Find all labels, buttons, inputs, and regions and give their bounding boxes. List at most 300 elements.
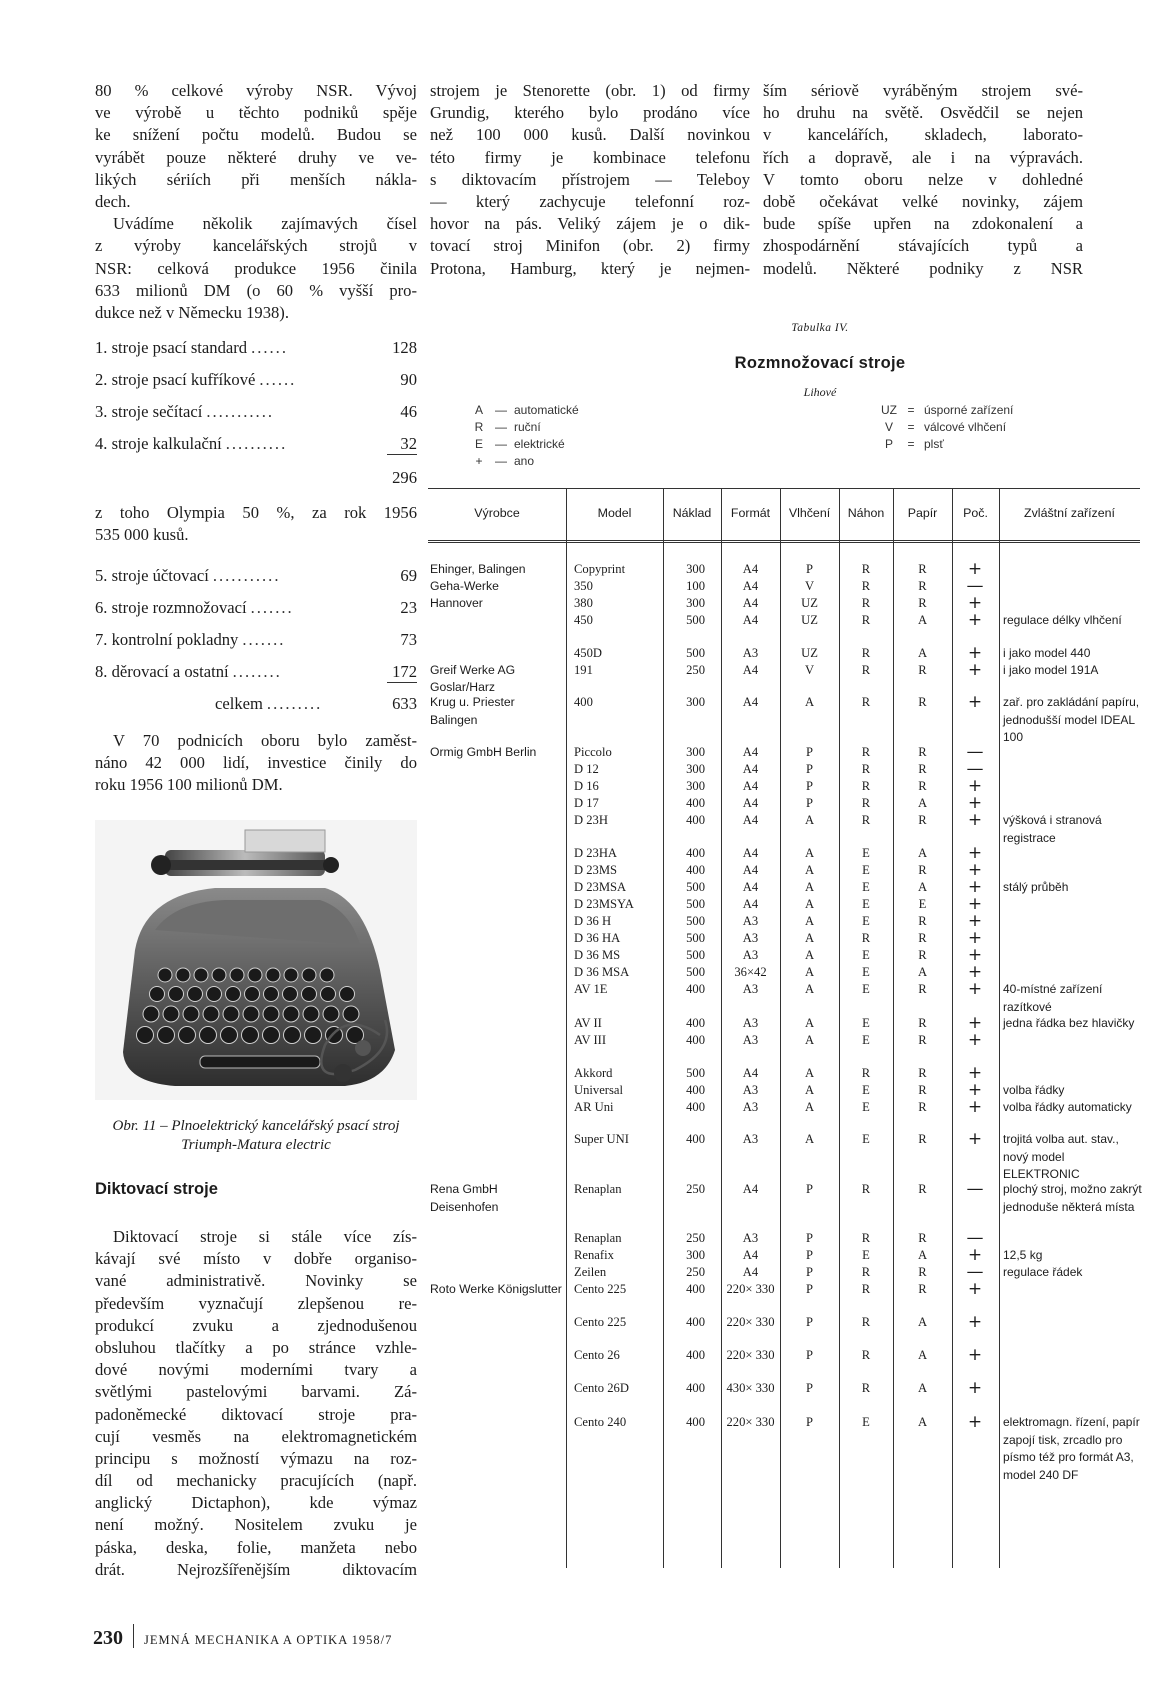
journal-name: JEMNÁ MECHANIKA A OPTIKA 1958/7 — [144, 1633, 393, 1647]
table-cell-model: Cento 240 — [574, 1415, 627, 1429]
table-cell-maker: Rena GmbH Deisenhofen — [430, 1182, 499, 1214]
table-cell-format: A4 — [742, 762, 759, 776]
table-cell-vlhceni: A — [804, 897, 815, 911]
text-line: vané administrativě. Novinky se — [95, 1271, 417, 1291]
legend-entry: A — automatické — [474, 403, 579, 417]
table-cell-nahon: R — [861, 1182, 871, 1196]
legend-entry: + — ano — [475, 454, 535, 468]
table-cell-zvlastni: stálý průběh — [1003, 880, 1069, 894]
legend-entry: V = válcové vlhčení — [884, 420, 1007, 434]
figure-caption: Obr. 11 – Plnoelektrický kancelářský psací stroj Triumph-Matura electric — [112, 1118, 400, 1153]
table-cell-naklad: 500 — [686, 897, 705, 911]
stats-row: 6. stroje rozmnožovací ....... 23 — [95, 598, 417, 617]
table-cell-naklad: 500 — [686, 914, 705, 928]
table-cell-vlhceni: A — [804, 948, 815, 962]
table-cell-vlhceni: A — [804, 1033, 815, 1047]
table-cell-vlhceni: P — [805, 745, 813, 759]
table-cell-zvlastni: plochý stroj, možno zakrýt jednoduše některá místa — [1003, 1182, 1142, 1214]
table-cell-format: 430× 330 — [726, 1381, 775, 1395]
table-cell-pocitadlo: + — [967, 593, 983, 613]
paragraph-intro — [95, 80, 417, 213]
table-cell-nahon: R — [861, 695, 871, 709]
table-cell-model: Zeilen — [574, 1265, 607, 1279]
table-cell-naklad: 250 — [686, 1265, 705, 1279]
table-cell-format: A3 — [742, 931, 759, 945]
table-cell-format: A3 — [742, 948, 759, 962]
table-cell-maker: Geha-Werke — [430, 579, 499, 593]
text-line: Protona, Hamburg, který je nejmen- — [430, 258, 750, 278]
table-cell-vlhceni: V — [804, 579, 815, 593]
text-line: padoněmecké diktovací stroje pra- — [95, 1404, 417, 1424]
table-cell-vlhceni: P — [805, 1348, 813, 1362]
text-line: zhospodárnění stávajících typů a — [763, 236, 1083, 256]
olympia-paragraph — [95, 502, 417, 546]
table-title: Rozmnožovací stroje — [734, 354, 906, 372]
table-cell-nahon: E — [862, 914, 870, 928]
table-cell-model: D 23MSA — [574, 880, 627, 894]
table-cell-naklad: 300 — [686, 1248, 705, 1262]
table-cell-format: A4 — [742, 846, 759, 860]
table-cell-vlhceni: A — [804, 982, 815, 996]
table-cell-model: D 36 H — [574, 914, 612, 928]
table-cell-pocitadlo: + — [967, 776, 983, 796]
text-line: tovací stroj Minifon (obr. 2) firmy — [430, 236, 750, 256]
table-cell-nahon: R — [861, 1348, 871, 1362]
table-cell-vlhceni: A — [804, 863, 815, 877]
paragraph-figures — [95, 213, 417, 324]
table-cell-vlhceni: P — [805, 1415, 813, 1429]
table-cell-format: 220× 330 — [726, 1315, 775, 1329]
table-cell-maker: Greif Werke AG — [430, 663, 516, 677]
table-cell-model: D 36 HA — [574, 931, 621, 945]
table-cell-pocitadlo: + — [967, 1013, 983, 1033]
table-cell-model: Renafix — [574, 1248, 614, 1262]
stats-row: 8. děrovací a ostatní ........ 172 — [95, 662, 417, 681]
table-cell-papir: R — [918, 745, 927, 759]
duplicators-table — [428, 488, 1140, 1568]
table-cell-model: 191 — [574, 663, 593, 677]
column-3 — [763, 80, 1083, 280]
table-cell-format: A3 — [742, 646, 759, 660]
text-line: není možný. Nositelem zvuku je — [95, 1515, 417, 1535]
table-cell-nahon: E — [862, 948, 870, 962]
table-rule — [428, 542, 1140, 543]
table-header-cell: Zvláštní zařízení — [1024, 506, 1115, 520]
table-cell-nahon: E — [862, 897, 870, 911]
table-cell-papir: R — [918, 562, 927, 576]
table-cell-format: A3 — [742, 982, 759, 996]
legend-entry: P = plsť — [884, 437, 944, 451]
text-line: z výroby kancelářských strojů v — [95, 236, 417, 256]
table-cell-model: D 23MS — [574, 863, 618, 877]
table-cell-naklad: 500 — [686, 948, 705, 962]
table-cell-papir: R — [918, 1016, 927, 1030]
text-line: díl od mechanicky pracujících (např. — [95, 1471, 417, 1491]
table-cell-nahon: R — [861, 1282, 871, 1296]
table-cell-pocitadlo: + — [967, 1345, 983, 1365]
table-cell-pocitadlo: — — [966, 742, 984, 762]
table-cell-nahon: R — [861, 613, 871, 627]
text-line: Grundig, kterého bylo prodáno více — [430, 103, 750, 123]
table-cell-papir: A — [917, 880, 928, 894]
table-cell-naklad: 400 — [686, 1381, 705, 1395]
text-line: NSR: celková produkce 1956 činila — [95, 258, 417, 278]
table-cell-papir: A — [917, 1315, 928, 1329]
table-cell-nahon: E — [862, 846, 870, 860]
table-cell-naklad: 500 — [686, 931, 705, 945]
table-cell-vlhceni: P — [805, 1282, 813, 1296]
stats-list-b — [95, 566, 417, 726]
table-cell-format: A4 — [742, 1265, 759, 1279]
table-cell-papir: A — [917, 1348, 928, 1362]
table-cell-papir: R — [918, 931, 927, 945]
table-cell-naklad: 250 — [686, 663, 705, 677]
table-cell-vlhceni: A — [804, 1100, 815, 1114]
table-header-cell: Výrobce — [474, 506, 520, 520]
table-cell-zvlastni: trojitá volba aut. stav., nový model ELEKTRONIC — [1003, 1132, 1119, 1181]
table-cell-naklad: 300 — [686, 762, 705, 776]
text-line: hovor na pás. Veliký zájem je o dik- — [430, 214, 750, 234]
table-cell-zvlastni: volba řádky automaticky — [1003, 1100, 1132, 1114]
table-cell-naklad: 400 — [686, 863, 705, 877]
stats-row: 2. stroje psací kufříkové ...... 90 — [95, 370, 417, 389]
table-cell-model: 450D — [574, 646, 602, 660]
table-cell-pocitadlo: + — [967, 928, 983, 948]
stats-row: 3. stroje sečítací ........... 46 — [95, 402, 417, 421]
table-cell-zvlastni: regulace délky vlhčení — [1003, 613, 1122, 627]
table-header-cell: Model — [597, 506, 632, 520]
table-cell-naklad: 400 — [686, 1100, 705, 1114]
table-cell-vlhceni: P — [805, 1248, 813, 1262]
text-line: době očekávat velké novinky, zájem — [763, 191, 1083, 211]
table-cell-naklad: 400 — [686, 1083, 705, 1097]
table-cell-model: AR Uni — [574, 1100, 614, 1114]
table-cell-papir: R — [918, 1282, 927, 1296]
table-cell-maker: Ehinger, Balingen — [430, 562, 526, 576]
text-line: než 100 000 kusů. Další novinkou — [430, 125, 750, 145]
table-cell-nahon: R — [861, 762, 871, 776]
table-cell-vlhceni: A — [804, 931, 815, 945]
text-line: s diktovacím přístrojem — Teleboy — [430, 169, 750, 189]
table-cell-naklad: 400 — [686, 1282, 705, 1296]
table-cell-pocitadlo: + — [967, 1378, 983, 1398]
table-cell-format: A4 — [742, 863, 759, 877]
table-cell-naklad: 400 — [686, 846, 705, 860]
table-cell-model: Cento 225 — [574, 1315, 627, 1329]
text-line: řích a dopravě, ale i na výpravách. — [763, 147, 1083, 167]
section-heading: Diktovací stroje — [95, 1180, 218, 1198]
table-cell-papir: R — [918, 579, 927, 593]
stats-row: 7. kontrolní pokladny ....... 73 — [95, 630, 417, 649]
table-cell-pocitadlo: + — [967, 843, 983, 863]
table-cell-nahon: E — [862, 880, 870, 894]
table-cell-naklad: 400 — [686, 1016, 705, 1030]
table-cell-vlhceni: P — [805, 1381, 813, 1395]
table-cell-format: A4 — [742, 562, 759, 576]
table-cell-format: A4 — [742, 579, 759, 593]
table-cell-naklad: 400 — [686, 1033, 705, 1047]
table-header-cell: Formát — [730, 506, 771, 520]
text-line: ke snížení počtu modelů. Budou se — [95, 125, 417, 145]
table-cell-papir: R — [918, 1100, 927, 1114]
table-cell-pocitadlo: + — [967, 877, 983, 897]
text-line: modelů. Některé podniky z NSR — [763, 258, 1083, 278]
table-cell-pocitadlo: + — [967, 1245, 983, 1265]
table-cell-pocitadlo: — — [966, 1262, 984, 1282]
table-cell-papir: R — [918, 1265, 927, 1279]
table-cell-model: Akkord — [574, 1066, 613, 1080]
table-cell-nahon: E — [862, 965, 870, 979]
table-cell-naklad: 500 — [686, 880, 705, 894]
table-header-cell: Náklad — [672, 506, 712, 520]
text-line: světlými pastelovými barvami. Zá- — [95, 1382, 417, 1402]
table-cell-pocitadlo: — — [966, 1228, 984, 1248]
table-cell-pocitadlo: + — [967, 660, 983, 680]
table-cell-papir: R — [918, 779, 927, 793]
table-cell-naklad: 300 — [686, 745, 705, 759]
text-line: drát. Nejrozšířenějším diktovacím — [95, 1559, 417, 1579]
table-cell-model: 450 — [574, 613, 593, 627]
table-legend-left — [470, 402, 579, 470]
table-cell-nahon: R — [861, 813, 871, 827]
table-cell-model: AV 1E — [574, 982, 608, 996]
table-cell-naklad: 400 — [686, 1348, 705, 1362]
table-cell-format: A3 — [742, 914, 759, 928]
table-cell-naklad: 500 — [686, 646, 705, 660]
text-line: 535 000 kusů. — [95, 525, 189, 545]
table-cell-papir: R — [918, 863, 927, 877]
table-cell-model: Cento 26D — [574, 1381, 629, 1395]
text-line: anglický Dictaphon), kde výmaz — [95, 1493, 417, 1513]
table-cell-pocitadlo: + — [967, 962, 983, 982]
table-cell-nahon: E — [862, 1083, 870, 1097]
table-cell-model: AV II — [574, 1016, 602, 1030]
page-footer — [93, 1620, 392, 1650]
table-cell-zvlastni: i jako model 191A — [1003, 663, 1099, 677]
table-cell-naklad: 500 — [686, 613, 705, 627]
text-line: Uvádíme několik zajímavých čísel — [113, 214, 417, 234]
table-cell-vlhceni: P — [805, 562, 813, 576]
table-cell-nahon: E — [862, 1016, 870, 1030]
table-cell-nahon: R — [861, 596, 871, 610]
table-cell-nahon: R — [861, 562, 871, 576]
text-line: v kancelářích, skladech, laborato- — [763, 125, 1083, 145]
table-cell-naklad: 300 — [686, 596, 705, 610]
table-cell-format: A4 — [742, 813, 759, 827]
table-cell-papir: R — [918, 695, 927, 709]
table-cell-nahon: R — [861, 1066, 871, 1080]
stats-total-row: celkem ......... 633 — [215, 694, 417, 713]
table-cell-model: Renaplan — [574, 1182, 622, 1196]
table-cell-model: 400 — [574, 695, 593, 709]
table-cell-papir: R — [918, 1182, 927, 1196]
table-cell-pocitadlo: — — [966, 576, 984, 596]
column-2 — [430, 80, 750, 280]
typewriter-illustration — [95, 820, 417, 1100]
table-cell-maker: Hannover — [430, 596, 483, 610]
table-cell-naklad: 300 — [686, 562, 705, 576]
text-line: kávají své místo v dobře organiso- — [95, 1249, 417, 1269]
footer-divider — [133, 1624, 134, 1648]
text-line: dukce než v Německu 1938). — [95, 302, 289, 322]
table-header-cell: Poč. — [963, 506, 988, 520]
typewriter-photo — [95, 820, 417, 1100]
table-cell-vlhceni: A — [804, 914, 815, 928]
table-cell-naklad: 250 — [686, 1231, 705, 1245]
table-cell-model: D 36 MS — [574, 948, 621, 962]
table-cell-model: D 23H — [574, 813, 608, 827]
table-cell-pocitadlo: + — [967, 643, 983, 663]
table-cell-pocitadlo: + — [967, 979, 983, 999]
table-cell-vlhceni: A — [804, 695, 815, 709]
table-cell-format: A4 — [742, 779, 759, 793]
table-cell-format: A4 — [742, 1248, 759, 1262]
table-cell-vlhceni: P — [805, 1231, 813, 1245]
table-cell-model: Renaplan — [574, 1231, 622, 1245]
table-cell-naklad: 500 — [686, 1066, 705, 1080]
table-rule — [428, 488, 1140, 489]
table-cell-vlhceni: A — [804, 1066, 815, 1080]
table-cell-model: Piccolo — [574, 745, 612, 759]
table-cell-papir: A — [917, 1248, 928, 1262]
text-line: páska, deska, folie, manžeta nebo — [95, 1537, 417, 1557]
table-cell-maker: Roto Werke Königslutter — [430, 1282, 562, 1296]
text-line: — který zachycuje telefonní roz- — [430, 191, 750, 211]
table-header-cell: Vlhčení — [788, 506, 831, 520]
table-subtitle: Lihové — [803, 385, 837, 399]
table-cell-model: D 16 — [574, 779, 599, 793]
legend-entry: UZ = úsporné zařízení — [881, 403, 1014, 417]
table-cell-vlhceni: A — [804, 880, 815, 894]
table-cell-nahon: R — [861, 646, 871, 660]
table-cell-vlhceni: P — [805, 1265, 813, 1279]
text-line: především vyznačují zlepšenou re- — [95, 1293, 417, 1313]
table-cell-format: A4 — [742, 1182, 759, 1196]
table-cell-vlhceni: UZ — [801, 613, 818, 627]
table-cell-papir: A — [917, 646, 928, 660]
table-cell-papir: A — [917, 796, 928, 810]
table-cell-nahon: R — [861, 1315, 871, 1329]
legend-entry: R — ruční — [474, 420, 541, 434]
table-cell-format: A3 — [742, 1016, 759, 1030]
table-legend-right — [880, 402, 1013, 453]
table-cell-format: A3 — [742, 1100, 759, 1114]
table-cell-zvlastni: výšková i stranová registrace — [1003, 813, 1102, 845]
table-cell-pocitadlo: + — [967, 945, 983, 965]
table-cell-format: A3 — [742, 1132, 759, 1146]
table-column-rule — [566, 488, 567, 1568]
text-line: strojem je Stenorette (obr. 1) od firmy — [430, 81, 750, 100]
table-cell-model: D 12 — [574, 762, 599, 776]
table-cell-nahon: R — [861, 796, 871, 810]
table-cell-papir: A — [917, 965, 928, 979]
table-cell-naklad: 400 — [686, 1315, 705, 1329]
table-header-cell: Papír — [907, 506, 938, 520]
table-cell-pocitadlo: — — [966, 759, 984, 779]
table-cell-vlhceni: A — [804, 846, 815, 860]
table-cell-papir: A — [917, 1381, 928, 1395]
table-cell-naklad: 500 — [686, 965, 705, 979]
table-cell-pocitadlo: + — [967, 793, 983, 813]
text-line: ším sériově vyráběným strojem své- — [763, 81, 1083, 100]
table-cell-papir: R — [918, 596, 927, 610]
table-cell-zvlastni: zař. pro zakládání papíru, jednodušší model IDEAL 100 — [1003, 695, 1140, 744]
table-cell-nahon: E — [862, 982, 870, 996]
table-cell-nahon: R — [861, 931, 871, 945]
table-cell-nahon: R — [861, 1381, 871, 1395]
text-line: V 70 podnicích oboru bylo zaměst- — [113, 731, 417, 750]
text-line: principu s možností výmazu na roz- — [95, 1448, 417, 1468]
table-cell-nahon: R — [861, 579, 871, 593]
table-cell-nahon: E — [862, 1248, 870, 1262]
table-cell-model: D 17 — [574, 796, 599, 810]
text-line: produkcí zvuku a zjednodušenou — [95, 1315, 417, 1335]
table-cell-pocitadlo: — — [966, 1179, 984, 1199]
column-1 — [95, 80, 417, 324]
employees-paragraph — [95, 730, 417, 797]
table-cell-papir: R — [918, 1132, 927, 1146]
table-cell-zvlastni: regulace řádek — [1003, 1265, 1083, 1279]
table-cell-model: Super UNI — [574, 1132, 629, 1146]
table-cell-pocitadlo: + — [967, 692, 983, 712]
table-cell-model: 380 — [574, 596, 593, 610]
table-cell-format: A4 — [742, 613, 759, 627]
table-cell-vlhceni: A — [804, 1016, 815, 1030]
table-cell-nahon: R — [861, 1231, 871, 1245]
table-cell-vlhceni: P — [805, 796, 813, 810]
table-cell-format: A4 — [742, 796, 759, 810]
table-cell-format: A3 — [742, 1231, 759, 1245]
table-column-rule — [999, 488, 1000, 1568]
table-cell-maker: Ormig GmbH Berlin — [430, 745, 537, 759]
table-cell-vlhceni: P — [805, 1315, 813, 1329]
text-line: z toho Olympia 50 %, za rok 1956 — [95, 503, 417, 522]
table-cell-format: A3 — [742, 1083, 759, 1097]
table-cell-zvlastni: 40-místné zařízení razítkové — [1003, 982, 1103, 1014]
table-cell-naklad: 400 — [686, 1415, 705, 1429]
table-cell-pocitadlo: + — [967, 610, 983, 630]
table-cell-papir: A — [917, 613, 928, 627]
text-line: ve výrobě u těchto podniků spěje — [95, 103, 417, 123]
table-cell-zvlastni: i jako model 440 — [1003, 646, 1091, 660]
text-line: vyrábět pouze některé druhy ve ve- — [95, 147, 417, 167]
table-cell-naklad: 300 — [686, 695, 705, 709]
table-cell-model: Copyprint — [574, 562, 626, 576]
table-cell-vlhceni: V — [804, 663, 815, 677]
text-line: cují vesměs na elektromagnetickém — [95, 1426, 417, 1446]
table-cell-model: AV III — [574, 1033, 607, 1047]
table-cell-maker: Krug u. Priester Balingen — [430, 695, 515, 727]
table-cell-vlhceni: A — [804, 1083, 815, 1097]
table-cell-pocitadlo: + — [967, 1312, 983, 1332]
table-cell-vlhceni: P — [805, 762, 813, 776]
table-cell-vlhceni: P — [805, 1182, 813, 1196]
dictation-paragraph — [95, 1226, 417, 1581]
text-line: ho druhu na světě. Osvědčil se nejen — [763, 103, 1083, 123]
text-line: 633 milionů DM (o 60 % vyšší pro- — [95, 280, 417, 300]
table-cell-pocitadlo: + — [967, 894, 983, 914]
table-cell-format: A4 — [742, 596, 759, 610]
table-cell-papir: A — [917, 846, 928, 860]
table-cell-model: 350 — [574, 579, 593, 593]
table-cell-nahon: R — [861, 1265, 871, 1279]
table-cell-format: A4 — [742, 695, 759, 709]
table-cell-format: A4 — [742, 663, 759, 677]
text-line: obsluhou tlačítky a po stránce vzhle- — [95, 1337, 417, 1357]
table-cell-papir: R — [918, 1231, 927, 1245]
table-cell-pocitadlo: + — [967, 810, 983, 830]
text-line: 80 % celkové výroby NSR. Vývoj — [95, 81, 417, 100]
